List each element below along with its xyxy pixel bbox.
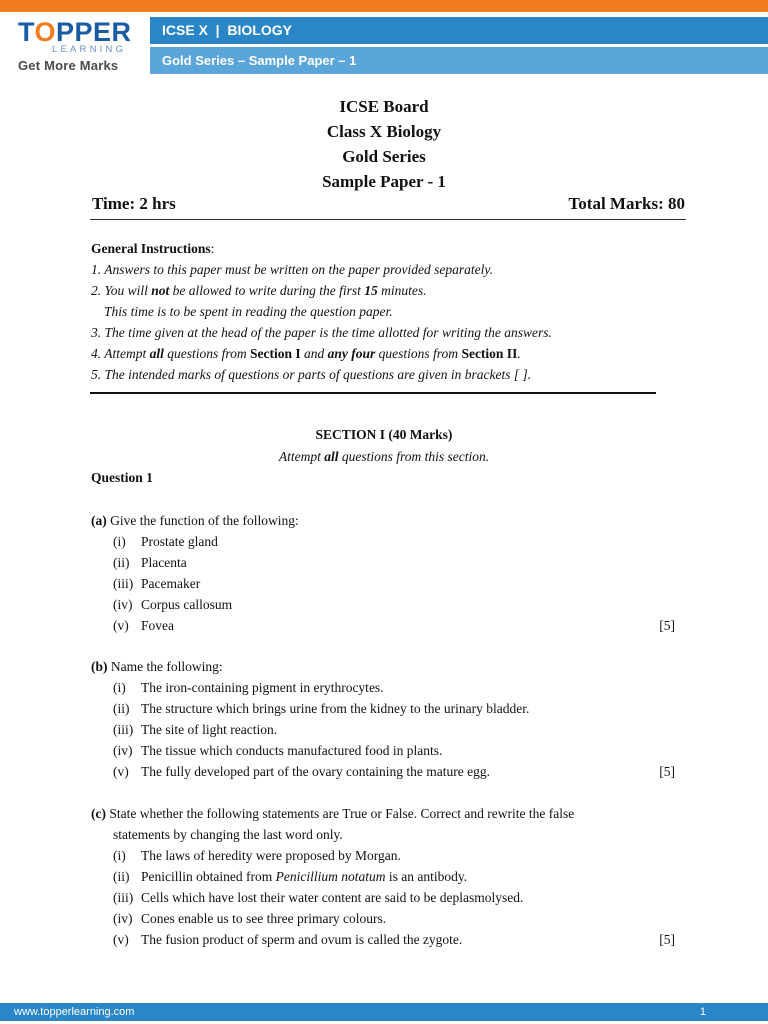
item-num: (i) [113,680,126,695]
time-marks-row [92,194,685,214]
part-c [91,803,681,950]
part-a [91,510,681,636]
instruction-2 [91,280,656,301]
list-item [91,719,681,740]
footer-url[interactable]: www.topperlearning.com [14,1006,135,1018]
item-num: (iv) [113,911,133,926]
part-a-marks: [5] [659,618,675,633]
part-c-marks: [5] [659,932,675,947]
item-num: (v) [113,618,129,633]
item-text: The tissue which conducts manufactured food in plants. [141,743,443,758]
item-num: (iii) [113,722,134,737]
logo-sub: LEARNING [52,44,127,55]
item-text-italic: Penicillium notatum [275,869,386,884]
logo-brand-rest: PPER [56,17,132,47]
item-num: (iv) [113,743,133,758]
item-text: The site of light reaction. [141,722,278,737]
page-number: 1 [699,1006,706,1018]
instruction-2-cont: This time is to be spent in reading the question paper. [104,304,393,319]
list-item [91,866,681,887]
list-item [91,929,681,950]
divider-top [90,219,686,220]
item-text: The iron-containing pigment in erythrocytes. [141,680,384,695]
item-text-c: is an antibody. [385,869,468,884]
item-num: (v) [113,764,129,779]
item-text: Cells which have lost their water content are said to be deplasmolysed. [141,890,524,905]
item-text-a: Penicillin obtained from [141,869,276,884]
item-num: (ii) [113,555,130,570]
time-label: Time: 2 hrs [92,194,176,213]
title-line-4: Sample Paper - 1 [322,172,446,191]
instruction-4-f: any four [327,346,376,361]
instruction-4-a: 4. Attempt [91,346,150,361]
part-b-label: (b) [91,659,108,674]
item-text: The fully developed part of the ovary containing the mature egg. [141,764,491,779]
part-c-title: State whether the following statements are True or False. Correct and rewrite the false [105,806,575,821]
item-num: (i) [113,848,126,863]
item-text [141,866,467,887]
part-b-title: Name the following: [107,659,223,674]
list-item [91,761,681,782]
item-text: The fusion product of sperm and ovum is called the zygote. [141,932,463,947]
item-num: (iii) [113,890,134,905]
part-b [91,656,681,782]
instruction-4-e: and [300,346,328,361]
instruction-3: 3. The time given at the head of the paper is the time allotted for writing the answers. [91,325,552,340]
instruction-2-d: 15 [364,283,378,298]
item-text: The laws of heredity were proposed by Morgan. [141,848,401,863]
question-heading: Question 1 [91,470,153,485]
instruction-5: 5. The intended marks of questions or parts of questions are given in brackets [ ]. [91,367,532,382]
paper-title [0,94,768,194]
part-b-marks: [5] [659,764,675,779]
instruction-2-a: 2. You will [91,283,152,298]
instruction-1: 1. Answers to this paper must be written on the paper provided separately. [91,262,493,277]
list-item [91,677,681,698]
item-num: (i) [113,534,126,549]
section-sub-b: all [324,449,339,464]
instruction-4 [91,343,656,364]
instruction-2-c: be allowed to write during the first [169,283,365,298]
footer-bar [0,1003,768,1021]
list-item [91,615,681,636]
section-subheading [0,449,768,465]
list-item [91,531,681,552]
section-heading: SECTION I (40 Marks) [315,427,453,442]
item-num: (iii) [113,576,134,591]
item-num: (ii) [113,869,130,884]
general-instructions [91,238,656,385]
instruction-2-b: not [151,283,170,298]
list-item [91,594,681,615]
part-a-label: (a) [91,513,107,528]
total-marks-label: Total Marks: 80 [568,194,685,213]
instruction-4-d: Section I [250,346,301,361]
list-item [91,845,681,866]
part-c-label: (c) [91,806,106,821]
item-num: (iv) [113,597,133,612]
series-banner: Gold Series – Sample Paper – 1 [150,47,768,74]
part-c-title-cont: statements by changing the last word only. [113,827,343,842]
instructions-heading: General Instructions [91,241,211,256]
item-text: Corpus callosum [141,597,233,612]
logo-brand [18,18,130,46]
list-item [91,887,681,908]
item-text: Fovea [141,618,174,633]
title-line-2: Class X Biology [326,122,442,141]
list-item [91,740,681,761]
item-text: Prostate gland [141,534,218,549]
item-text: Cones enable us to see three primary colours. [141,911,387,926]
list-item [91,573,681,594]
item-text: Placenta [141,555,187,570]
instructions-heading-colon: : [210,241,215,256]
list-item [91,908,681,929]
topper-logo [18,18,130,74]
section-sub-c: questions from this section. [338,449,490,464]
item-num: (v) [113,932,129,947]
logo-brand-o: O [34,17,57,47]
subject-banner: ICSE X | BIOLOGY [150,17,768,44]
section-sub-a: Attempt [278,449,325,464]
instruction-2-e: minutes. [377,283,427,298]
item-num: (ii) [113,701,130,716]
logo-brand-t: T [18,17,35,47]
list-item [91,552,681,573]
item-text: Pacemaker [141,576,201,591]
instruction-4-i: . [517,346,521,361]
part-a-title: Give the function of the following: [106,513,299,528]
top-accent-bar [0,0,768,12]
divider-instructions [90,392,656,394]
title-line-3: Gold Series [342,147,426,166]
title-line-1: ICSE Board [339,97,429,116]
instruction-4-c: questions from [163,346,251,361]
instruction-4-g: questions from [375,346,462,361]
instruction-4-b: all [149,346,164,361]
item-text: The structure which brings urine from the kidney to the urinary bladder. [141,701,530,716]
list-item [91,698,681,719]
logo-tagline: Get More Marks [18,58,119,73]
instruction-4-h: Section II [461,346,518,361]
